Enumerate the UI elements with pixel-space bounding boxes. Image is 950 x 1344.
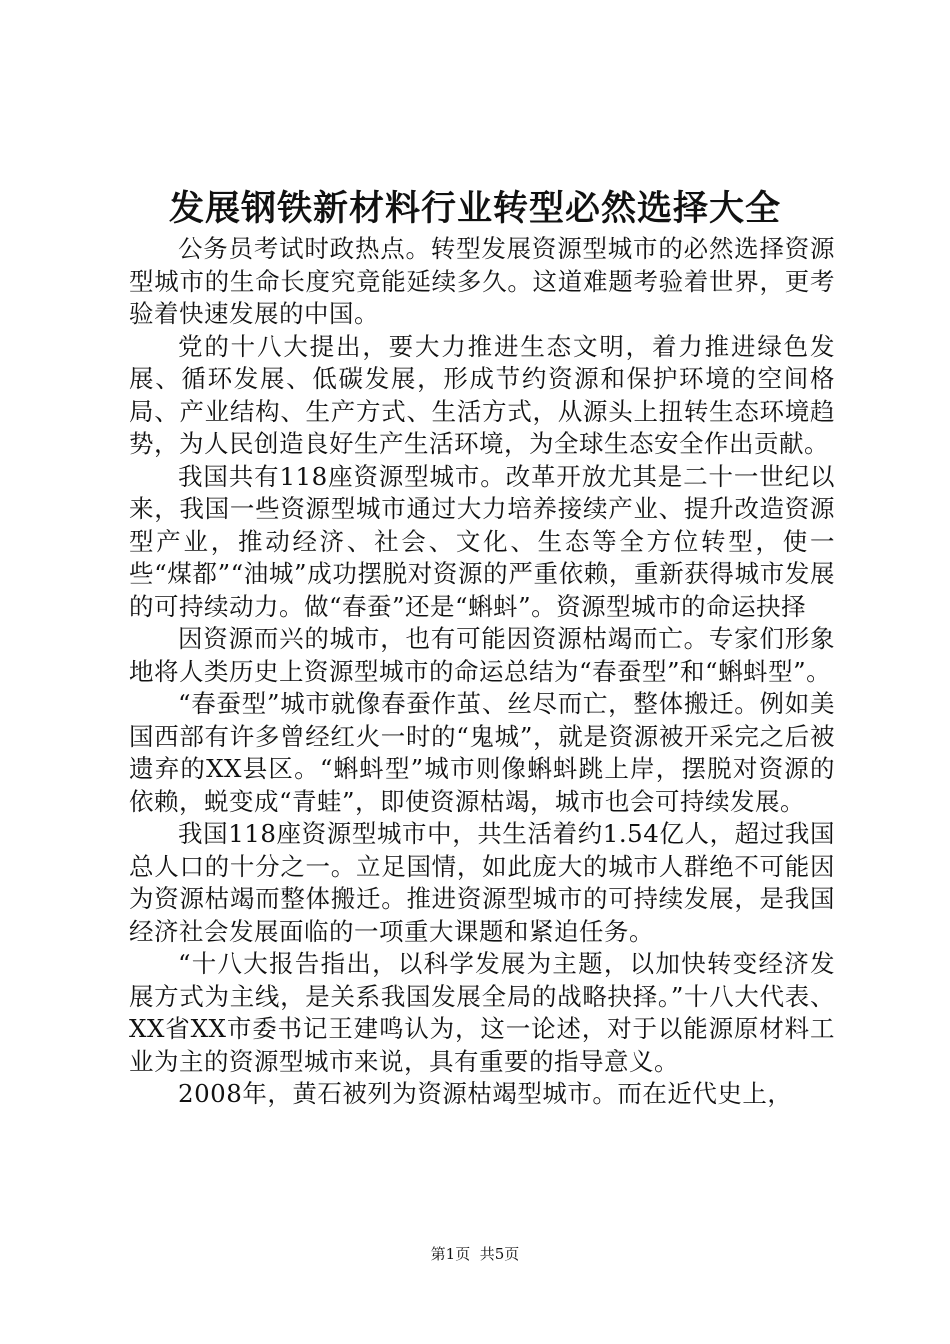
page-footer <box>0 1244 950 1264</box>
paragraph: 2008年，黄石被列为资源枯竭型城市。而在近代史上， <box>178 1079 793 1108</box>
footer-spacer <box>470 1245 480 1263</box>
paragraph: 我国118座资源型城市中，共生活着约1.54亿人，超过我国总人口的十分之一。立足国情，如此庞大的城市人群绝不可能因为资源枯竭而整体搬迁。推进资源型城市的可持续发展，是我国经济社会发展面临的一项重大课题和紧迫任务。 <box>129 819 835 946</box>
paragraph: “春蚕型”城市就像春蚕作茧、丝尽而亡，整体搬迁。例如美国西部有许多曾经红火一时的“鬼城”，就是资源被开采完之后被遗弃的XX县区。“蝌蚪型”城市则像蝌蚪跳上岸，摆脱对资源的依赖，蜕变成“青蛙”，即使资源枯竭，城市也会可持续发展。 <box>129 689 835 816</box>
paragraph: 公务员考试时政热点。转型发展资源型城市的必然选择资源型城市的生命长度究竟能延续多久。这道难题考验着世界，更考验着快速发展的中国。 <box>129 234 835 328</box>
paragraph: 党的十八大提出，要大力推进生态文明，着力推进绿色发展、循环发展、低碳发展，形成节约资源和保护环境的空间格局、产业结构、生产方式、生活方式，从源头上扭转生态环境趋势，为人民创造良好生产生活环境，为全球生态安全作出贡献。 <box>129 331 835 458</box>
document-body <box>129 233 835 1111</box>
paragraph: “十八大报告指出，以科学发展为主题，以加快转变经济发展方式为主线，是关系我国发展全局的战略抉择。”十八大代表、XX省XX市委书记王建鸣认为，这一论述，对于以能源原材料工业为主的资源型城市来说，具有重要的指导意义。 <box>129 949 835 1076</box>
page-total: 共5页 <box>479 1245 520 1263</box>
page-number: 第1页 <box>430 1245 471 1263</box>
document-title: 发展钢铁新材料行业转型必然选择大全 <box>168 189 781 229</box>
paragraph: 因资源而兴的城市，也有可能因资源枯竭而亡。专家们形象地将人类历史上资源型城市的命运总结为“春蚕型”和“蝌蚪型”。 <box>129 624 835 686</box>
paragraph: 我国共有118座资源型城市。改革开放尤其是二十一世纪以来，我国一些资源型城市通过大力培养接续产业、提升改造资源型产业，推动经济、社会、文化、生态等全方位转型，使一些“煤都”“油城”成功摆脱对资源的严重依赖，重新获得城市发展的可持续动力。做“春蚕”还是“蝌蚪”。资源型城市的命运抉择 <box>129 461 835 621</box>
